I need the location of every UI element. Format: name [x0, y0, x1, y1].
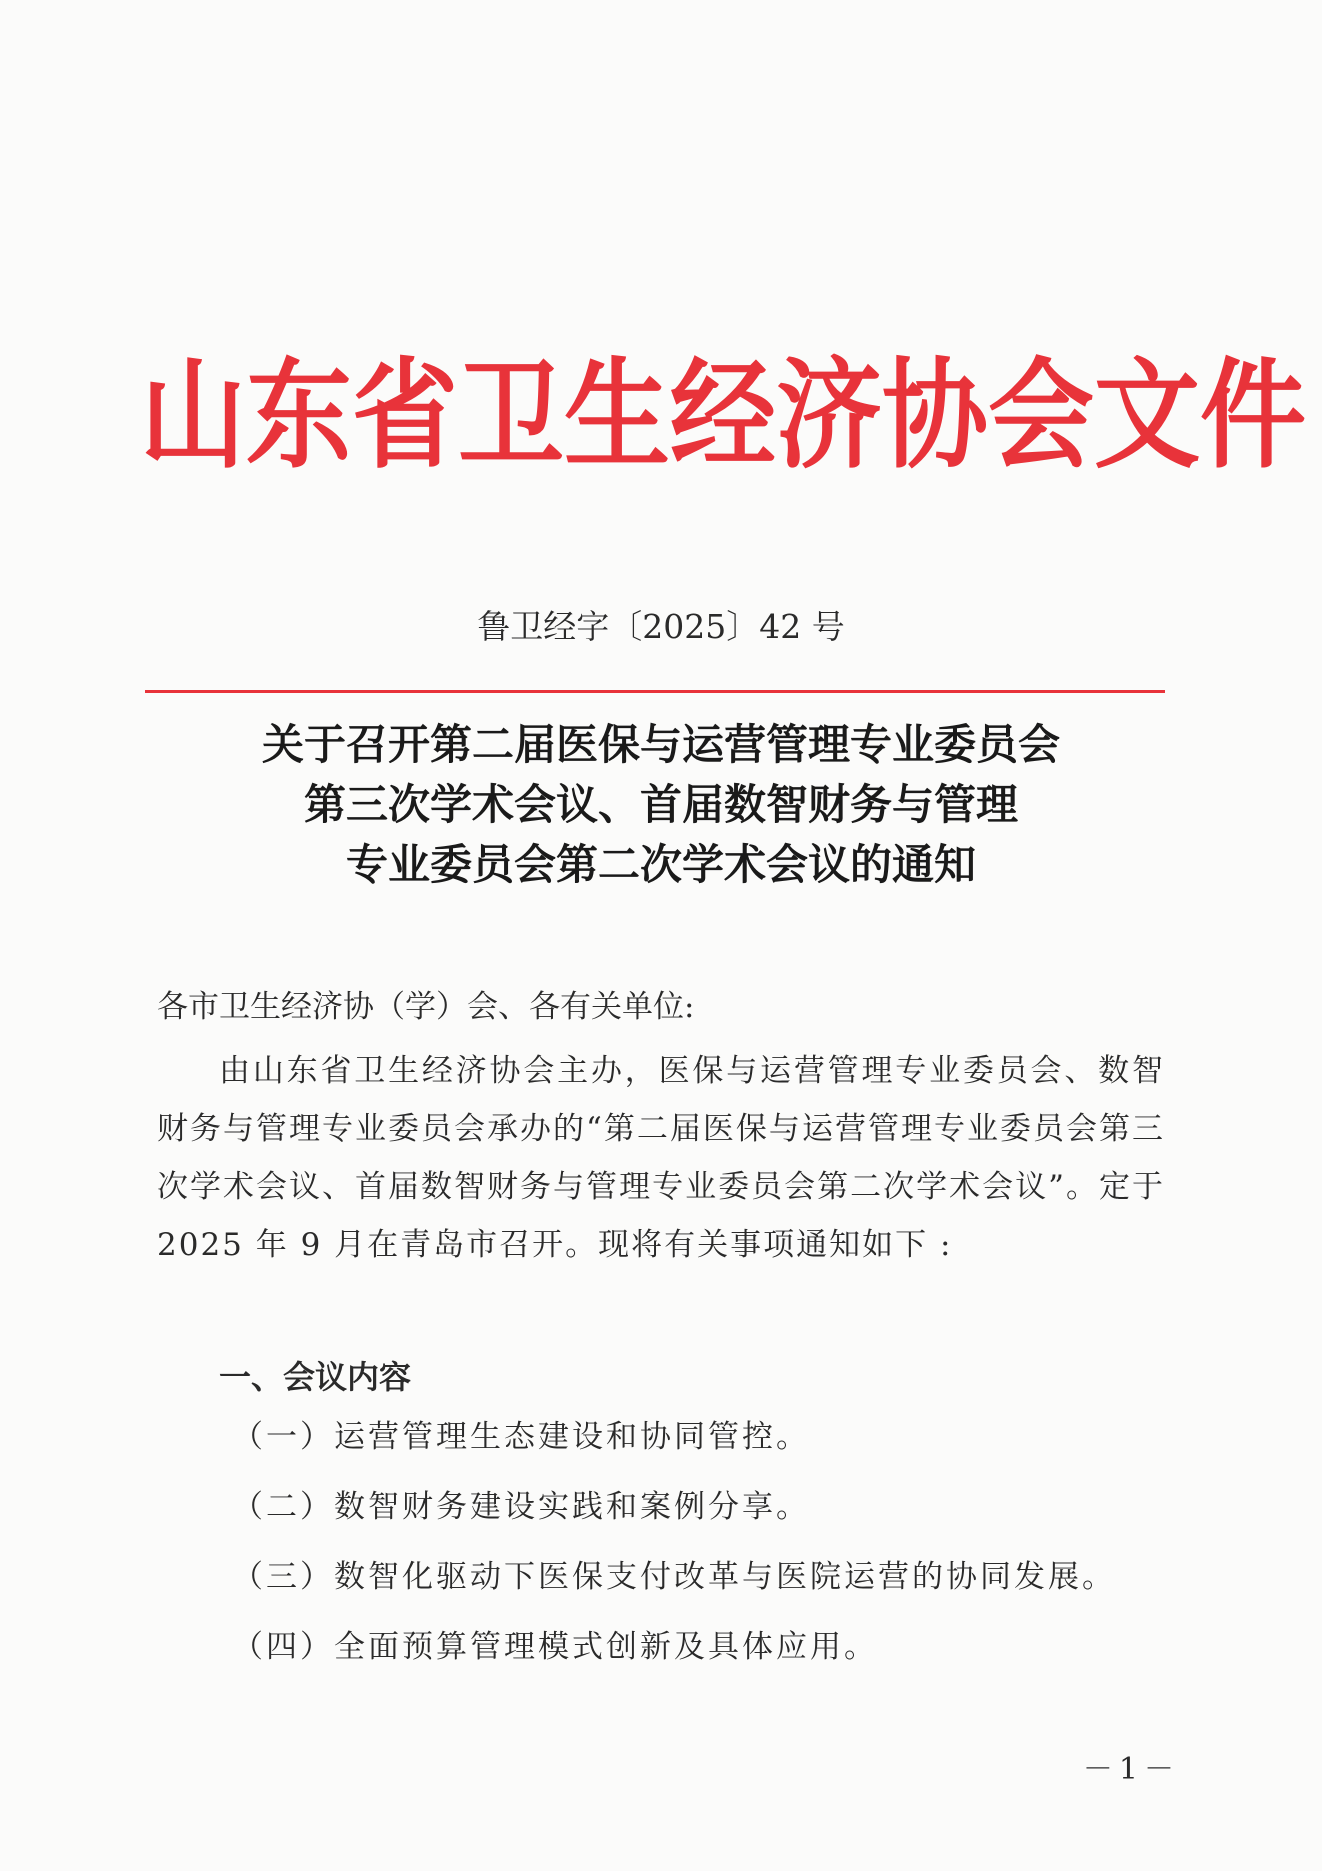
- meeting-content-list: [232, 1415, 1192, 1695]
- document-title: [130, 715, 1192, 895]
- salutation: 各市卫生经济协（学）会、各有关单位:: [157, 989, 695, 1025]
- body-paragraph: 由山东省卫生经济协会主办，医保与运营管理专业委员会、数智财务与管理专业委员会承办的“第二届医保与运营管理专业委员会第三次学术会议、首届数智财务与管理专业委员会第二次学术会议”。定于 2025 年 9 月在青岛市召开。现将有关事项通知如下 :: [157, 1053, 1165, 1263]
- title-line: 第三次学术会议、首届数智财务与管理: [303, 780, 1018, 829]
- red-divider-line: [145, 690, 1165, 693]
- document-number: 鲁卫经字〔2025〕42 号: [477, 607, 845, 646]
- page-number: －1－: [1082, 1752, 1180, 1787]
- list-item: （二）数智财务建设实践和案例分享。: [232, 1489, 810, 1525]
- section-heading: 一、会议内容: [219, 1358, 412, 1396]
- title-line: 关于召开第二届医保与运营管理专业委员会: [261, 720, 1060, 769]
- title-line: 专业委员会第二次学术会议的通知: [345, 840, 976, 889]
- list-item: （一）运营管理生态建设和协同管控。: [232, 1419, 810, 1455]
- list-item: （三）数智化驱动下医保支付改革与医院运营的协同发展。: [232, 1559, 1116, 1595]
- masthead-title: 山东省卫生经济协会文件: [140, 344, 1306, 485]
- list-item: （四）全面预算管理模式创新及具体应用。: [232, 1629, 878, 1665]
